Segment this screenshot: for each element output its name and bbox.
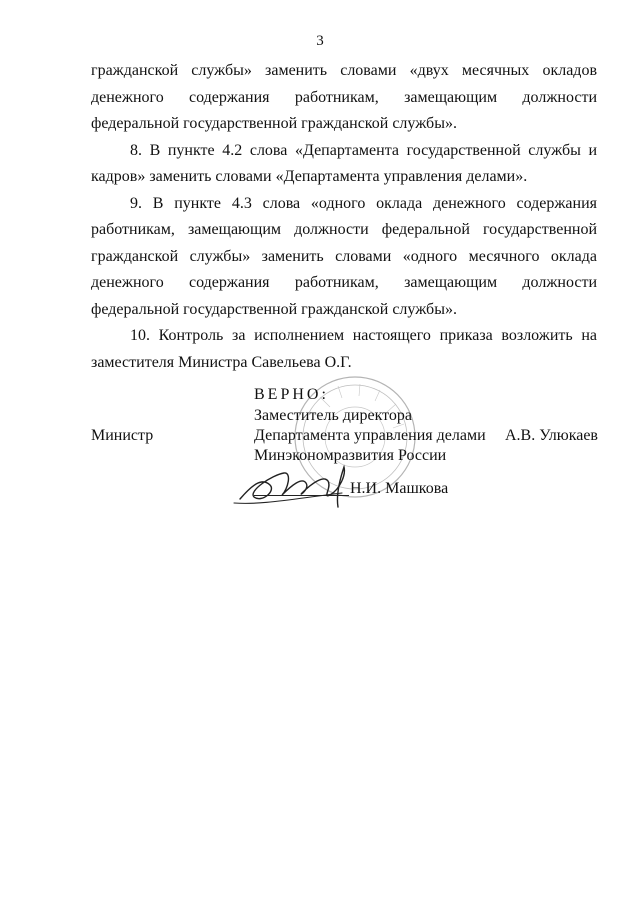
handwritten-signature	[232, 455, 372, 515]
paragraph-item-10: 10. Контроль за исполнением настоящего приказа возложить на заместителя Министра Савельева О.Г.	[91, 327, 597, 371]
certification-heading: ВЕРНО:	[254, 386, 329, 403]
certifier-name: Н.И. Машкова	[350, 480, 449, 497]
minister-name: А.В. Улюкаев	[505, 427, 598, 444]
page-number: 3	[316, 33, 324, 49]
paragraph-item-9: 9. В пункте 4.3 слова «одного оклада денежного содержания работникам, замещающим должности федеральной государственной гражданской службы» заменить словами «одного месячного оклада денежного содержания работникам, замещающим должности федеральной государственной гражданской службы».	[91, 194, 597, 318]
certifier-ministry: Минэкономразвития России	[254, 447, 447, 464]
certifier-position: Заместитель директора	[254, 407, 413, 424]
document-body	[91, 58, 597, 376]
paragraph-continuation: гражданской службы» заменить словами «двух месячных окладов денежного содержания работникам, замещающим должности федеральной государственной гражданской службы».	[91, 62, 597, 132]
certifier-department: Департамента управления делами	[254, 427, 486, 444]
minister-title: Министр	[91, 427, 154, 444]
paragraph-item-8: 8. В пункте 4.2 слова «Департамента государственной службы и кадров» заменить словами «Департамента управления делами».	[91, 141, 597, 185]
